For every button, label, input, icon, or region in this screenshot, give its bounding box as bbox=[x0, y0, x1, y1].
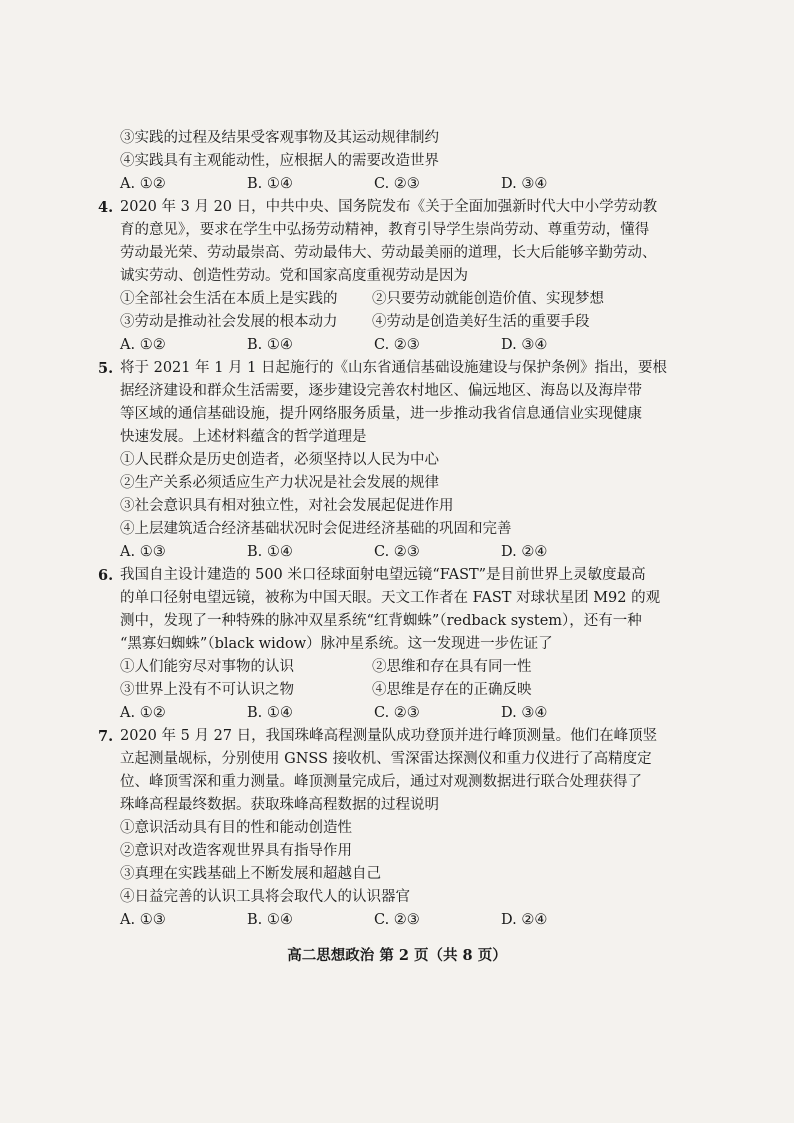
choice-d: D. ③④ bbox=[501, 337, 548, 353]
question-number: 7. bbox=[98, 728, 114, 745]
question-text: 育的意见》，要求在学生中弘扬劳动精神，教育引导学生崇尚劳动、尊重劳动，懂得 bbox=[120, 222, 650, 238]
choice-c: C. ②③ bbox=[374, 337, 420, 353]
choice-d: D. ③④ bbox=[501, 176, 548, 192]
choice-b: B. ①④ bbox=[247, 337, 293, 353]
question-text: 位、峰顶雪深和重力测量。峰顶测量完成后，通过对观测数据进行联合处理获得了 bbox=[120, 774, 642, 790]
option-3: ③世界上没有不可认识之物 bbox=[120, 682, 294, 698]
option-2: ②只要劳动就能创造价值、实现梦想 bbox=[372, 291, 604, 307]
choice-a: A. ①③ bbox=[120, 544, 166, 560]
answer-choices bbox=[120, 909, 684, 932]
choice-b: B. ①④ bbox=[247, 176, 293, 192]
answer-choices bbox=[120, 173, 684, 196]
option-row bbox=[120, 679, 684, 702]
option-1: ①人们能穷尽对事物的认识 bbox=[120, 659, 294, 675]
question-number: 5. bbox=[98, 360, 114, 377]
choice-d: D. ②④ bbox=[501, 912, 548, 928]
question-7 bbox=[98, 725, 684, 932]
choice-a: A. ①② bbox=[120, 176, 166, 192]
choice-c: C. ②③ bbox=[374, 705, 420, 721]
question-text: 的单口径射电望远镜，被称为中国天眼。天文工作者在 FAST 对球状星团 M92 的观 bbox=[120, 590, 661, 606]
choice-b: B. ①④ bbox=[247, 705, 293, 721]
choice-b: B. ①④ bbox=[247, 912, 293, 928]
option-3: ③真理在实践基础上不断发展和超越自己 bbox=[120, 866, 381, 882]
option-4: ④思维是存在的正确反映 bbox=[372, 682, 532, 698]
question-text: 劳动最光荣、劳动最崇高、劳动最伟大、劳动最美丽的道理，长大后能够辛勤劳动、 bbox=[120, 245, 657, 261]
option-row bbox=[120, 288, 684, 311]
answer-choices bbox=[120, 702, 684, 725]
choice-d: D. ②④ bbox=[501, 544, 548, 560]
prev-question-tail bbox=[120, 127, 684, 196]
question-text: 诚实劳动、创造性劳动。党和国家高度重视劳动是因为 bbox=[120, 268, 468, 284]
option-1: ①人民群众是历史创造者，必须坚持以人民为中心 bbox=[120, 452, 439, 468]
question-text: 据经济建设和群众生活需要，逐步建设完善农村地区、偏远地区、海岛以及海岸带 bbox=[120, 383, 642, 399]
question-text: 2020 年 3 月 20 日，中共中央、国务院发布《关于全面加强新时代大中小学劳动教 bbox=[120, 199, 658, 215]
choice-a: A. ①② bbox=[120, 337, 166, 353]
choice-c: C. ②③ bbox=[374, 176, 420, 192]
choice-a: A. ①② bbox=[120, 705, 166, 721]
option-2: ②生产关系必须适应生产力状况是社会发展的规律 bbox=[120, 475, 439, 491]
option-3: ③社会意识具有相对独立性，对社会发展起促进作用 bbox=[120, 498, 454, 514]
choice-c: C. ②③ bbox=[374, 544, 420, 560]
option-4: ④上层建筑适合经济基础状况时会促进经济基础的巩固和完善 bbox=[120, 521, 512, 537]
question-4 bbox=[98, 196, 684, 357]
option-2: ②思维和存在具有同一性 bbox=[372, 659, 532, 675]
option-3: ③劳动是推动社会发展的根本动力 bbox=[120, 314, 338, 330]
choice-a: A. ①③ bbox=[120, 912, 166, 928]
option-row bbox=[120, 311, 684, 334]
question-5 bbox=[98, 357, 684, 564]
question-text: 立起测量觇标，分别使用 GNSS 接收机、雪深雷达探测仪和重力仪进行了高精度定 bbox=[120, 751, 652, 767]
choice-b: B. ①④ bbox=[247, 544, 293, 560]
question-text: 快速发展。上述材料蕴含的哲学道理是 bbox=[120, 429, 367, 445]
choice-c: C. ②③ bbox=[374, 912, 420, 928]
option-row bbox=[120, 656, 684, 679]
option-1: ①意识活动具有目的性和能动创造性 bbox=[120, 820, 352, 836]
question-6 bbox=[98, 564, 684, 725]
option-1: ①全部社会生活在本质上是实践的 bbox=[120, 291, 338, 307]
question-text: 将于 2021 年 1 月 1 日起施行的《山东省通信基础设施建设与保护条例》指出，要根 bbox=[120, 360, 668, 376]
question-text: 珠峰高程最终数据。获取珠峰高程数据的过程说明 bbox=[120, 797, 439, 813]
question-text: 我国自主设计建造的 500 米口径球面射电望远镜“FAST”是目前世界上灵敏度最高 bbox=[120, 567, 646, 583]
option-4: ④劳动是创造美好生活的重要手段 bbox=[372, 314, 590, 330]
question-number: 6. bbox=[98, 567, 114, 584]
answer-choices bbox=[120, 334, 684, 357]
option-line: ④实践具有主观能动性，应根据人的需要改造世界 bbox=[120, 153, 439, 169]
question-text: 测中，发现了一种特殊的脉冲双星系统“红背蜘蛛”（redback system），还有一种 bbox=[120, 613, 642, 629]
page-footer: 高二思想政治 第 2 页（共 8 页） bbox=[287, 947, 507, 964]
option-2: ②意识对改造客观世界具有指导作用 bbox=[120, 843, 352, 859]
answer-choices bbox=[120, 541, 684, 564]
choice-d: D. ③④ bbox=[501, 705, 548, 721]
question-number: 4. bbox=[98, 199, 114, 216]
question-text: 等区域的通信基础设施，提升网络服务质量，进一步推动我省信息通信业实现健康 bbox=[120, 406, 642, 422]
option-4: ④日益完善的认识工具将会取代人的认识器官 bbox=[120, 889, 410, 905]
question-text: “黑寡妇蜘蛛”（black widow）脉冲星系统。这一发现进一步佐证了 bbox=[120, 636, 553, 652]
option-line: ③实践的过程及结果受客观事物及其运动规律制约 bbox=[120, 130, 439, 146]
question-text: 2020 年 5 月 27 日，我国珠峰高程测量队成功登顶并进行峰顶测量。他们在峰顶竖 bbox=[120, 728, 658, 744]
